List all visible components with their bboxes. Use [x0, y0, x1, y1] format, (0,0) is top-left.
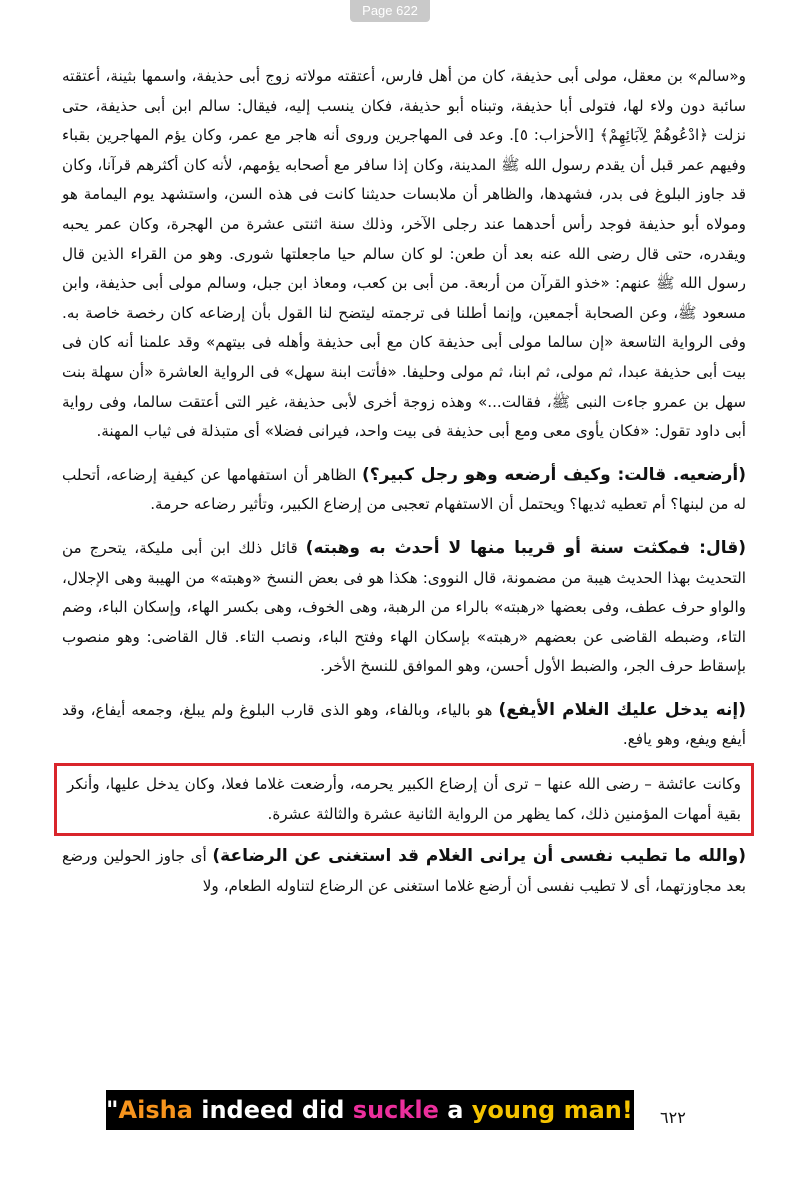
- paragraph-body: أى جاوز الحولين ورضع بعد مجاوزتهما، أى لا تطيب نفسى أن أرضع غلاما استغنى عن الرضاع لتناوله الطعام، ولا: [62, 847, 746, 895]
- highlighted-passage: وكانت عائشة – رضى الله عنها – ترى أن إرضاع الكبير يحرمه، وأرضعت غلاما فعلا، وكان يدخل عليها، وأنكر بقية أمهات المؤمنين ذلك، كما يظهر من الرواية الثانية عشرة والثالثة عشرة.: [67, 775, 741, 823]
- caption-text: indeed did: [192, 1096, 353, 1124]
- page-number: ٦٢٢: [660, 1108, 686, 1127]
- paragraph-body: قائل ذلك ابن أبى مليكة، يتحرج من التحديث بهذا الحديث هيبة من مضمونة، قال النووى: هكذا هو فى بعض النسخ «وهبته» من الهيبة وهى الإجلال، والواو حرف عطف، وفى بعضها «رهبته» بالراء من الرهبة، وهى الخوف، وهى بكسر الهاء، وإسكان الباء، وضم التاء، وضبطه القاضى عن بعضهم «رهبته» بإسكان الهاء وفتح الباء، ونصب التاء. قال القاضى: وهو منصوب بإسقاط حرف الجر، والضبط الأول أحسن، وهو الموافق للنسخ الأخر.: [62, 538, 746, 676]
- caption-open-quote: ": [106, 1096, 119, 1124]
- caption-word-suckle: suckle: [352, 1096, 439, 1124]
- page-badge: Page 622: [350, 0, 430, 22]
- paragraph-body: الظاهر أن استفهامها عن كيفية إرضاعه، أتحلب له من لبنها؟ أم تعطيه ثديها؟ ويحتمل أن الاستفهام تعجبى من إرضاع الكبير، وتأثير رضاعه حرمة.: [62, 465, 746, 514]
- paragraph-salim-biography: و«سالم» بن معقل، مولى أبى حذيفة، كان من أهل فارس، أعتقته مولاته زوج أبى حذيفة، واسمها بثينة، أعتقته سائبة دون ولاء لها، فتولى أبا حذيفة، وتبناه أبو حذيفة، فكان ينسب إليه، فيقال: سالم ابن أبى حذيفة، حتى نزلت ﴿ادْعُوهُمْ لِآبَائِهِمْ﴾ [الأحزاب: ٥]. وعد فى المهاجرين وروى أنه هاجر مع عمر، وكان يؤم المهاجرين بقباء وفيهم عمر قبل أن يقدم رسول الله ﷺ المدينة، وكان إذا سافر مع أصحابه يؤمهم، لأنه كان أكثرهم قرآنا، وكان قد جاوز البلوغ فى بدر، فشهدها، والظاهر أن ملابسات حديثنا كانت فى هذه السن، واستشهد يوم اليمامة هو ومولاه أبو حذيفة فوجد رأس أحدهما عند رجلى الآخر، وذلك سنة اثنتى عشرة من الهجرة، وكان عمر يحبه ويقدره، حتى قال رضى الله عنه بعد أن طعن: لو كان سالم حيا ماجعلتها شورى. وهو من القراء الذين قال رسول الله ﷺ عنهم: «خذو القرآن من أربعة. من أبى بن كعب، ومعاذ ابن جبل، وسالم مولى أبى حذيفة، وابن مسعود ﷺ، وعن الصحابة أجمعين، وإنما أطلنا فى ترجمته ليتضح لنا القول بأن إرضاعه كان رخصة خاصة به. وفى الرواية التاسعة «إن سالما مولى أبى حذيفة كان مع أبى حذيفة وأهله فى بيتهم» وقد علمنا أنه كان فى بيت أبى حذيفة عبدا، ثم مولى، ثم ابنا، ثم مولى وحليفا. «فأتت ابنة سهل» فى الرواية العاشرة «أن سهلة بنت سهل بن عمرو جاءت النبى ﷺ، فقالت...» وهذه زوجة أخرى لأبى حذيفة، غير التى أعتقت سالما، وفى رواية أبى داود تقول: «فكان يأوى معى ومع أبى حذيفة فى بيت واحد، فيرانى فضلا» أى متبذلة فى ثياب المهنة.: [62, 67, 747, 441]
- paragraph-body: هو بالياء، وبالفاء، وهو الذى قارب البلوغ ولم يبلغ، وجمعه أيفاع، وقد أيفع ويفع، وهو يافع.: [62, 700, 746, 749]
- caption-banner: [106, 1090, 646, 1130]
- caption-close-quote: ": [632, 1096, 646, 1124]
- paragraph-youth-definition: [62, 696, 746, 755]
- paragraph-narrator-hesitation: [62, 534, 746, 682]
- caption-word-aisha: Aisha: [118, 1096, 193, 1124]
- paragraph-heading: (والله ما تطيب نفسى أن يرانى الغلام قد استغنى عن الرضاعة): [212, 846, 746, 867]
- paragraph-heading: (قال: فمكثت سنة أو قريبا منها لا أحدث به وهبته): [305, 537, 746, 558]
- page-content: [62, 62, 746, 901]
- caption-word-young-man: young man!: [471, 1096, 633, 1124]
- caption-text: a: [438, 1096, 472, 1124]
- paragraph-heading: (أرضعيه. قالت: وكيف أرضعه وهو رجل كبير؟): [362, 464, 746, 485]
- paragraph-breastfeed-question: [62, 461, 746, 520]
- paragraph-weaning: [62, 842, 746, 901]
- paragraph-heading: (إنه يدخل عليك الغلام الأيفع): [498, 699, 747, 720]
- highlighted-passage-box: [54, 763, 754, 836]
